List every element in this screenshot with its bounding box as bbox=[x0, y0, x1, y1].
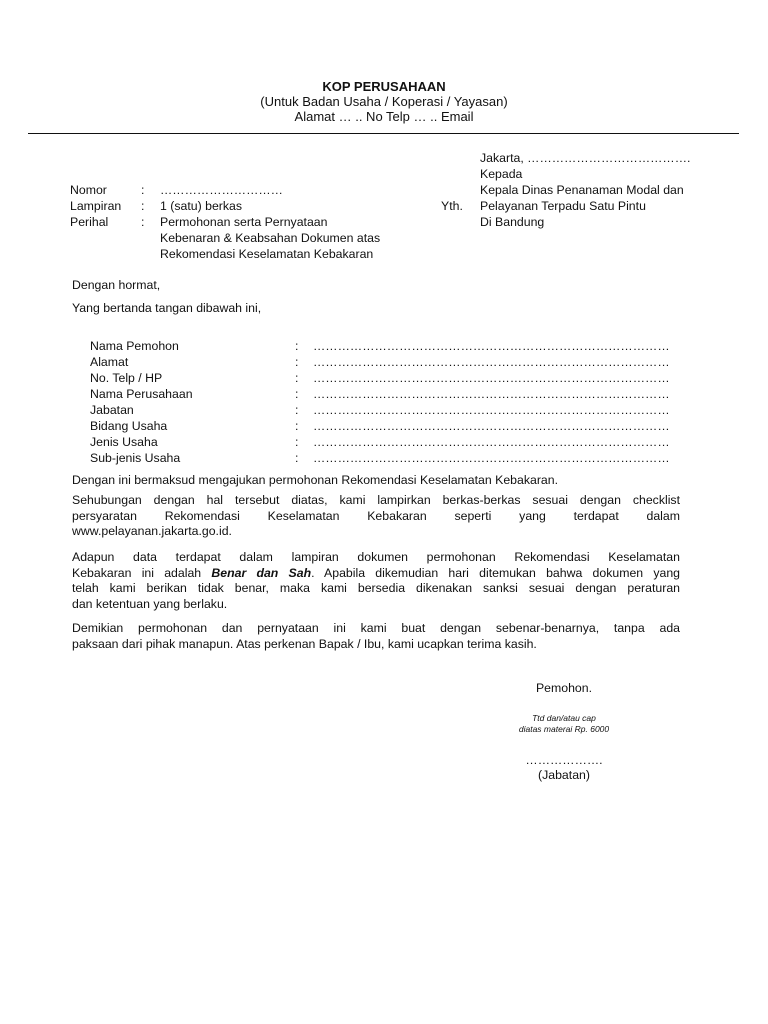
field-value-nama-perusahaan: …………………………………………………………………………… bbox=[313, 387, 670, 401]
field-label-alamat: Alamat bbox=[90, 355, 129, 369]
field-value-telp: …………………………………………………………………………… bbox=[313, 371, 670, 385]
place-date: Jakarta, …………………………………. bbox=[480, 151, 691, 165]
field-colon: : bbox=[295, 403, 299, 417]
signature-ttd-line-2: diatas materai Rp. 6000 bbox=[518, 724, 610, 734]
field-label-nama-pemohon: Nama Pemohon bbox=[90, 339, 179, 353]
paragraph-text: Kebakaran ini adalah bbox=[72, 565, 212, 580]
field-colon: : bbox=[295, 419, 299, 433]
paragraph-line: persyaratan Rekomendasi Keselamatan Kebakaran seperti yang terdapat dalam bbox=[72, 508, 680, 523]
recipient-yth: Yth. bbox=[441, 199, 463, 213]
emphasis-benar-dan-sah: Benar dan Sah bbox=[211, 565, 312, 580]
recipient-line-3: Di Bandung bbox=[480, 215, 545, 229]
field-value-bidang-usaha: …………………………………………………………………………… bbox=[313, 419, 670, 433]
paragraph-line: Demikian permohonan dan pernyataan ini kami buat dengan sebenar-benarnya, tanpa ada bbox=[72, 621, 680, 635]
letterhead-title: KOP PERUSAHAAN bbox=[322, 79, 446, 94]
paragraph-line: Sehubungan dengan hal tersebut diatas, kami lampirkan berkas-berkas sesuai dengan checklist bbox=[72, 493, 680, 507]
header-divider bbox=[28, 133, 739, 134]
paragraph-attachments bbox=[72, 493, 680, 540]
meta-value-perihal-line-1: Permohonan serta Pernyataan bbox=[160, 215, 328, 229]
paragraph-line: Adapun data terdapat dalam lampiran dokumen permohonan Rekomendasi Keselamatan bbox=[72, 550, 680, 564]
field-colon: : bbox=[295, 355, 299, 369]
field-label-jabatan: Jabatan bbox=[90, 403, 134, 417]
letterhead-address: Alamat … .. No Telp … .. Email bbox=[294, 109, 474, 124]
greeting: Dengan hormat, bbox=[72, 278, 161, 292]
letterhead-subtitle: (Untuk Badan Usaha / Koperasi / Yayasan) bbox=[260, 94, 508, 109]
meta-colon: : bbox=[141, 199, 145, 213]
meta-label-nomor: Nomor bbox=[70, 183, 107, 197]
recipient-line-2: Pelayanan Terpadu Satu Pintu bbox=[480, 199, 646, 213]
field-colon: : bbox=[295, 387, 299, 401]
meta-label-perihal: Perihal bbox=[70, 215, 109, 229]
paragraph-line: telah kami berikan tidak benar, maka kami bersedia dikenakan sanksi sesuai dengan peraturan bbox=[72, 581, 680, 595]
meta-label-lampiran: Lampiran bbox=[70, 199, 122, 213]
field-colon: : bbox=[295, 451, 299, 465]
paragraph-line: www.pelayanan.jakarta.go.id. bbox=[72, 524, 232, 538]
intro-text: Yang bertanda tangan dibawah ini, bbox=[72, 301, 262, 315]
paragraph-line: paksaan dari pihak manapun. Atas perkenan Bapak / Ibu, kami ucapkan terima kasih. bbox=[72, 636, 537, 651]
field-label-nama-perusahaan: Nama Perusahaan bbox=[90, 387, 193, 401]
field-label-telp: No. Telp / HP bbox=[90, 371, 163, 385]
field-value-sub-jenis-usaha: …………………………………………………………………………… bbox=[313, 451, 670, 465]
signature-jabatan: (Jabatan) bbox=[538, 768, 590, 782]
recipient-line-1: Kepala Dinas Penanaman Modal dan bbox=[480, 183, 684, 197]
field-label-bidang-usaha: Bidang Usaha bbox=[90, 419, 168, 433]
field-label-jenis-usaha: Jenis Usaha bbox=[90, 435, 158, 449]
meta-value-lampiran: 1 (satu) berkas bbox=[160, 199, 243, 213]
field-label-sub-jenis-usaha: Sub-jenis Usaha bbox=[90, 451, 181, 465]
meta-colon: : bbox=[141, 215, 145, 229]
field-value-jenis-usaha: …………………………………………………………………………… bbox=[313, 435, 670, 449]
field-value-alamat: …………………………………………………………………………… bbox=[313, 355, 670, 369]
signature-pemohon: Pemohon. bbox=[535, 681, 593, 695]
field-colon: : bbox=[295, 339, 299, 353]
signature-name-dots: ………………. bbox=[525, 753, 603, 767]
meta-colon: : bbox=[141, 183, 145, 197]
meta-value-nomor: ………………………… bbox=[160, 183, 283, 197]
recipient-kepada: Kepada bbox=[480, 167, 523, 181]
field-colon: : bbox=[295, 371, 299, 385]
paragraph-validity bbox=[72, 550, 680, 612]
paragraph-text: . Apabila dikemudian hari ditemukan bahwa dokumen yang bbox=[311, 565, 681, 580]
paragraph-closing bbox=[72, 621, 680, 652]
signature-ttd-line-1: Ttd dan/atau cap bbox=[532, 713, 596, 723]
paragraph-line: dan ketentuan yang berlaku. bbox=[72, 596, 228, 611]
meta-value-perihal-line-2: Kebenaran & Keabsahan Dokumen atas bbox=[160, 231, 381, 245]
paragraph-request: Dengan ini bermaksud mengajukan permohonan Rekomendasi Keselamatan Kebakaran. bbox=[72, 473, 559, 487]
paragraph-line bbox=[72, 566, 680, 582]
field-colon: : bbox=[295, 435, 299, 449]
field-value-jabatan: …………………………………………………………………………… bbox=[313, 403, 670, 417]
meta-value-perihal-line-3: Rekomendasi Keselamatan Kebakaran bbox=[160, 247, 374, 261]
field-value-nama-pemohon: …………………………………………………………………………… bbox=[313, 339, 670, 353]
